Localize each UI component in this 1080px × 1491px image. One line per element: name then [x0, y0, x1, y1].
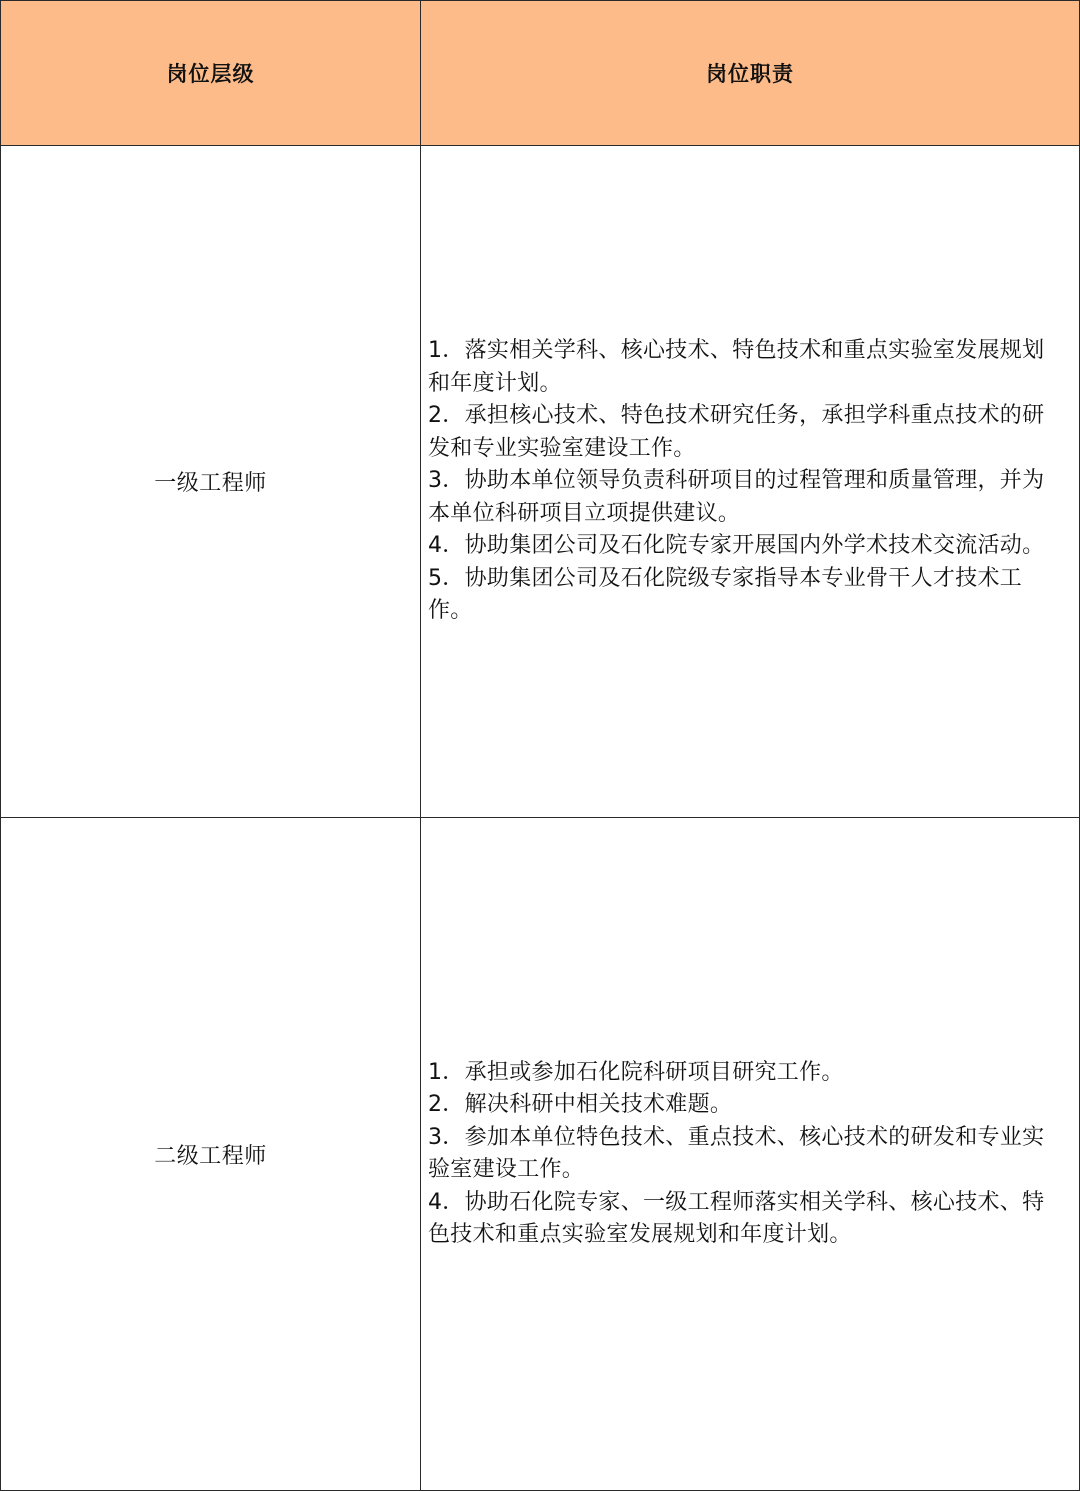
duty-item: 4．协助石化院专家、一级工程师落实相关学科、核心技术、特色技术和重点实验室发展规划和年度计划。	[428, 1189, 1045, 1247]
duties-cell	[421, 818, 1079, 1490]
duties-list	[428, 1057, 1055, 1252]
duty-item: 4．协助集团公司及石化院专家开展国内外学术技术交流活动。	[428, 533, 1045, 559]
duty-item: 1．承担或参加石化院科研项目研究工作。	[428, 1059, 844, 1085]
duty-item: 2．承担核心技术、特色技术研究任务，承担学科重点技术的研发和专业实验室建设工作。	[428, 403, 1045, 461]
header-cell-duties	[421, 1, 1079, 145]
table-row	[1, 818, 1079, 1490]
duty-item: 2．解决科研中相关技术难题。	[428, 1092, 733, 1117]
table-header-row	[1, 1, 1079, 146]
duty-item: 3．参加本单位特色技术、重点技术、核心技术的研发和专业实验室建设工作。	[428, 1124, 1045, 1182]
duty-item: 3．协助本单位领导负责科研项目的过程管理和质量管理，并为本单位科研项目立项提供建议。	[428, 468, 1045, 526]
level-cell	[1, 146, 421, 817]
duties-list	[428, 335, 1055, 628]
level-label: 二级工程师	[154, 1143, 267, 1169]
duties-cell	[421, 146, 1079, 817]
duty-item: 1．落实相关学科、核心技术、特色技术和重点实验室发展规划和年度计划。	[428, 338, 1045, 396]
table-row	[1, 146, 1079, 818]
header-duties-label: 岗位职责	[706, 62, 794, 86]
level-cell	[1, 818, 421, 1490]
header-level-label: 岗位层级	[166, 62, 255, 86]
header-cell-level	[1, 1, 421, 145]
duty-item: 5．协助集团公司及石化院级专家指导本专业骨干人才技术工作。	[428, 565, 1023, 624]
level-label: 一级工程师	[154, 471, 267, 496]
